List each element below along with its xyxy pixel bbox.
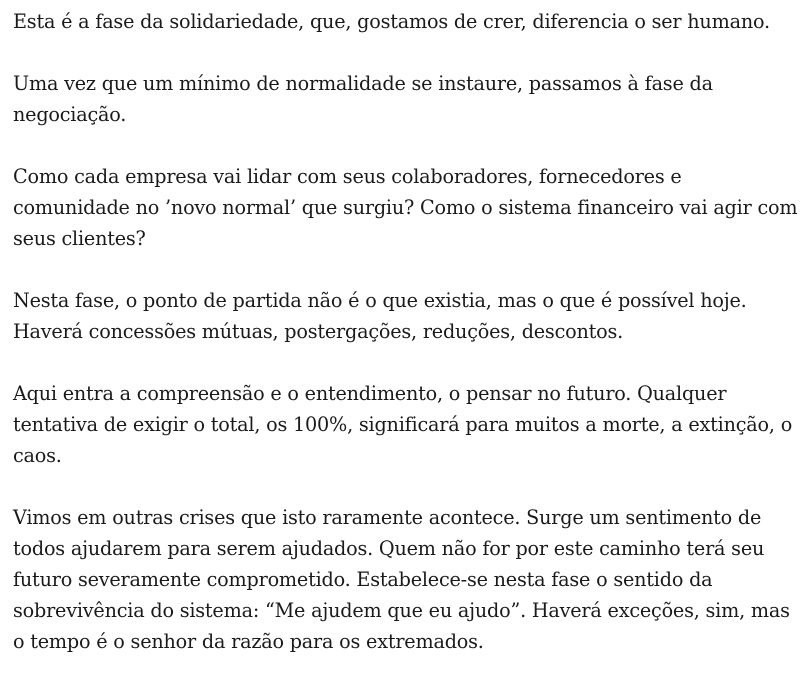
article-body [13,6,798,657]
paragraph-negotiation: Uma vez que um mínimo de normalidade se instaure, passamos à fase da negociação. [13,72,713,126]
paragraph-starting-point: Nesta fase, o ponto de partida não é o que existia, mas o que é possível hoje. Haverá concessões mútuas, postergações, reduções, descontos. [13,289,747,343]
paragraph-solidarity: Esta é a fase da solidariedade, que, gostamos de crer, diferencia o ser humano. [13,10,770,33]
paragraph-new-normal: Como cada empresa vai lidar com seus colaboradores, fornecedores e comunidade no ’novo normal’ que surgiu? Como o sistema financeiro vai agir com seus clientes? [13,165,798,250]
paragraph-other-crises: Vimos em outras crises que isto raramente acontece. Surge um sentimento de todos ajudarem para serem ajudados. Quem não for por este caminho terá seu futuro severamente comprometido. Estabelece-se nesta fase o sentido da sobrevivência do sistema: “Me ajudem que eu ajudo”. Haverá exceções, sim, mas o tempo é o senhor da razão para os extremados. [13,506,790,653]
paragraph-understanding: Aqui entra a compreensão e o entendimento, o pensar no futuro. Qualquer tentativa de exigir o total, os 100%, significará para muitos a morte, a extinção, o caos. [13,382,793,467]
